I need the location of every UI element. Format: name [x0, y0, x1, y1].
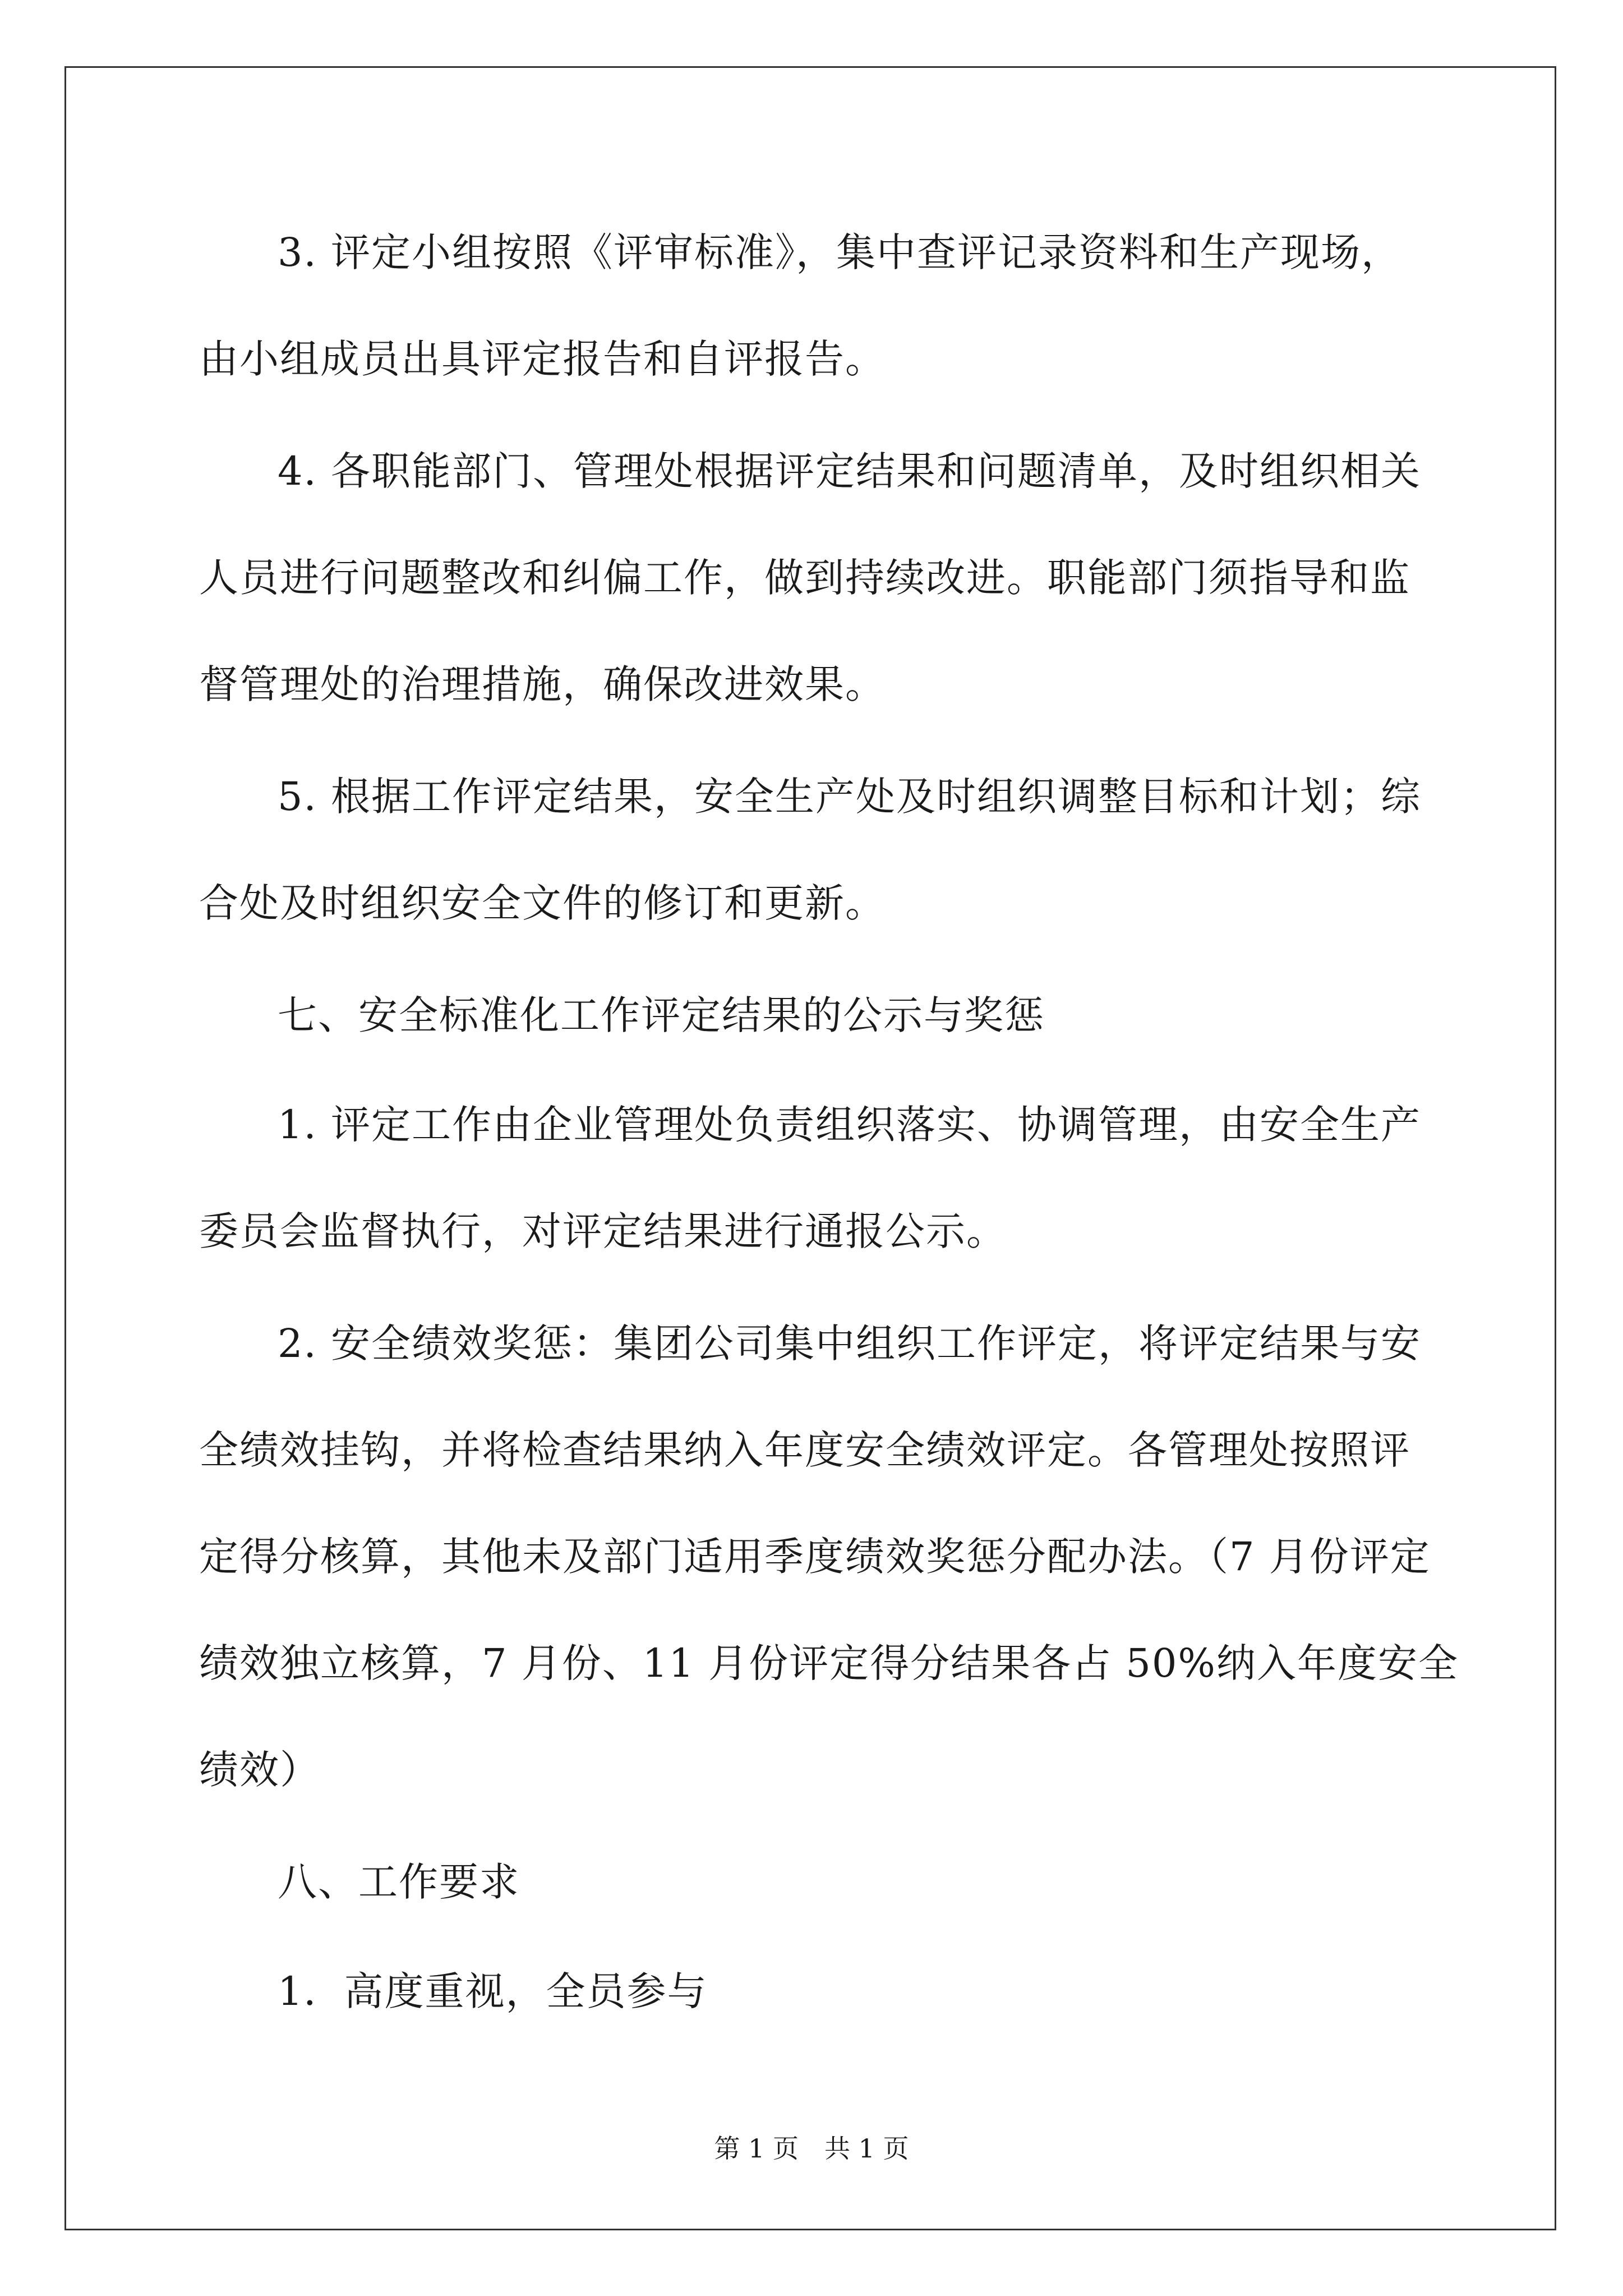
text-line: 合处及时组织安全文件的修订和更新。	[199, 880, 886, 926]
text-line: 4. 各职能部门、管理处根据评定结果和问题清单，及时组织相关	[278, 448, 1422, 494]
text-line: 定得分核算，其他未及部门适用季度绩效奖惩分配办法。（7 月份评定	[199, 1534, 1431, 1580]
text-line: 全绩效挂钩，并将检查结果纳入年度安全绩效评定。各管理处按照评	[199, 1427, 1410, 1473]
text-line: 由小组成员出具评定报告和自评报告。	[199, 336, 886, 382]
page-number: 第 1 页 共 1 页	[714, 2133, 909, 2164]
text-line: 2. 安全绩效奖惩：集团公司集中组织工作评定，将评定结果与安	[278, 1320, 1422, 1366]
subsection-heading: 1．高度重视，全员参与	[278, 1968, 708, 2014]
section-heading: 七、安全标准化工作评定结果的公示与奖惩	[278, 992, 1045, 1038]
text-line: 绩效）	[199, 1747, 320, 1793]
text-line: 5. 根据工作评定结果，安全生产处及时组织调整目标和计划；综	[278, 774, 1422, 820]
text-line: 督管理处的治理措施，确保改进效果。	[199, 661, 886, 707]
section-heading: 八、工作要求	[278, 1859, 520, 1905]
text-line: 1. 评定工作由企业管理处负责组织落实、协调管理，由安全生产	[278, 1102, 1422, 1148]
text-line: 人员进行问题整改和纠偏工作，做到持续改进。职能部门须指导和监	[199, 555, 1410, 601]
text-line: 绩效独立核算，7 月份、11 月份评定得分结果各占 50%纳入年度安全	[199, 1640, 1459, 1686]
text-line: 委员会监督执行，对评定结果进行通报公示。	[199, 1208, 1007, 1254]
text-line: 3. 评定小组按照《评审标准》，集中查评记录资料和生产现场，	[278, 229, 1402, 275]
